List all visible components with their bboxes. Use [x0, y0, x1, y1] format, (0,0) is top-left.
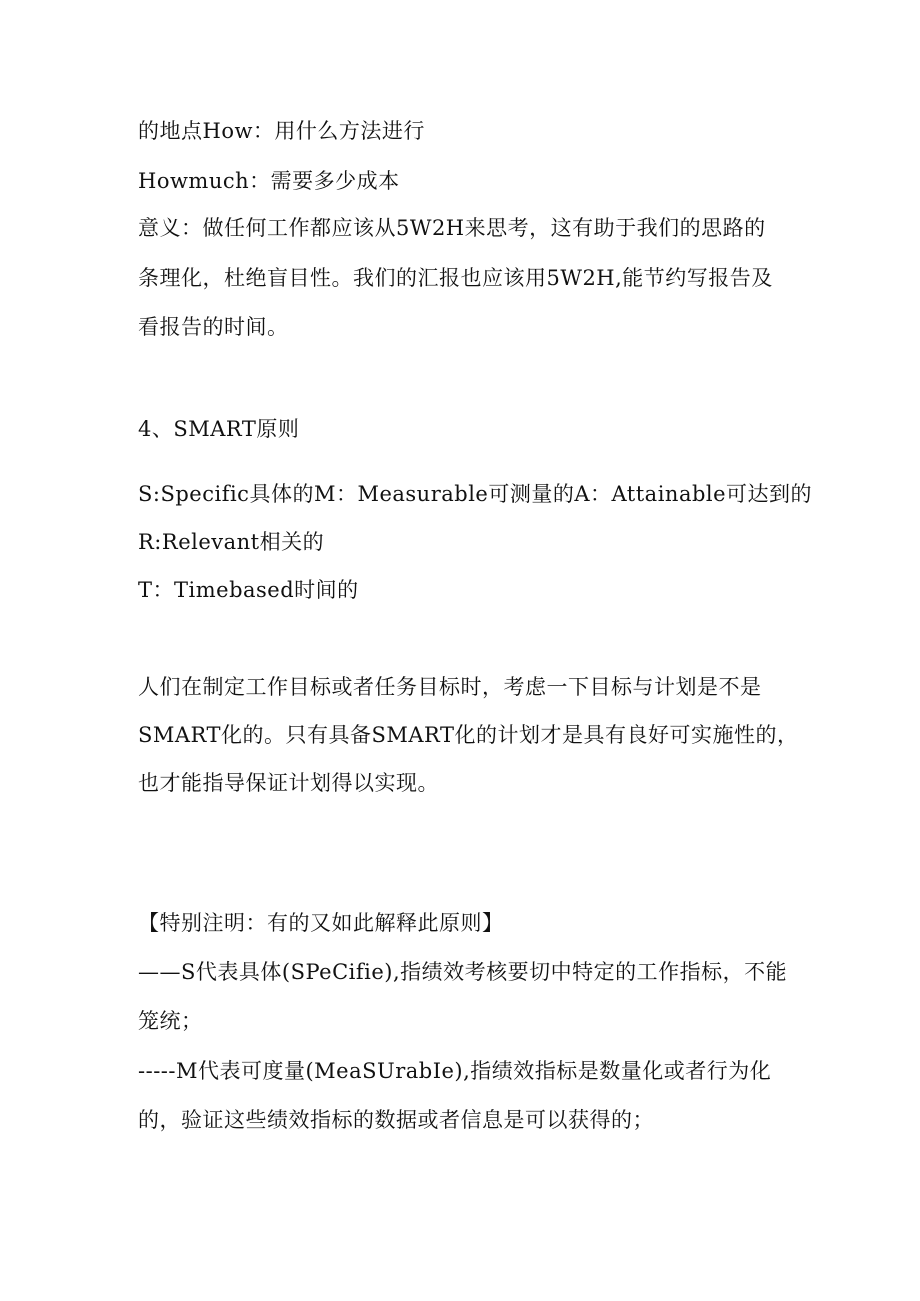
text-line-measurable-end: 的，验证这些绩效指标的数据或者信息是可以获得的；: [138, 1108, 654, 1132]
text-line-timebased: T：Timebased时间的: [138, 578, 359, 602]
text-line-specific: ——S代表具体(SPeCifie),指绩效考核要切中特定的工作指标，不能: [138, 960, 788, 984]
text-line-meaning: 意义：做任何工作都应该从5W2H来思考，这有助于我们的思路的: [138, 216, 766, 240]
text-line-meaning-end: 看报告的时间。: [138, 315, 289, 339]
text-line-meaning-cont: 条理化，杜绝盲目性。我们的汇报也应该用5W2H,能节约写报告及: [138, 266, 773, 290]
text-line-specific-end: 笼统；: [138, 1009, 203, 1033]
text-line-measurable: -----M代表可度量(MeaSUrabIe),指绩效指标是数量化或者行为化: [138, 1059, 772, 1083]
text-line-goal-end: 也才能指导保证计划得以实现。: [138, 771, 439, 795]
text-line-special-note: 【特别注明：有的又如此解释此原则】: [138, 911, 504, 935]
section-heading-smart: 4、SMART原则: [138, 417, 300, 441]
text-line-goal: 人们在制定工作目标或者任务目标时，考虑一下目标与计划是不是: [138, 675, 762, 699]
text-line-goal-cont: SMART化的。只有具备SMART化的计划才是具有良好可实施性的，: [138, 723, 799, 747]
text-line-howmuch: Howmuch：需要多少成本: [138, 169, 400, 193]
text-line-relevant: R:Relevant相关的: [138, 530, 325, 554]
text-line-how: 的地点How：用什么方法进行: [138, 119, 425, 143]
text-line-sma: S:Specific具体的M：Measurable可测量的A：Attainable可达到的: [138, 482, 813, 506]
